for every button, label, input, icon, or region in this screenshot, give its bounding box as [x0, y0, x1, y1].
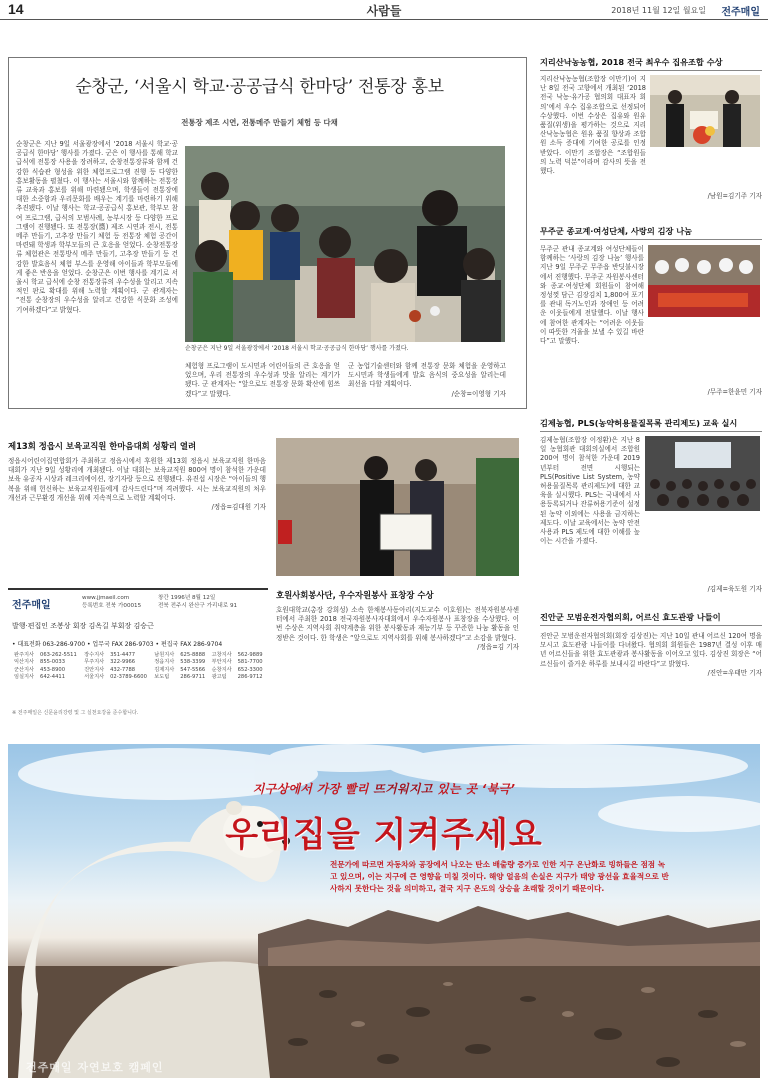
divider — [540, 625, 762, 626]
ad-subline-pre: 지구상에서 가장 빨리 — [252, 782, 374, 796]
paper-name: 전주매일 — [721, 7, 760, 18]
bureau-cell: 순창지사 — [211, 666, 232, 673]
feature-body-col2: 체험형 프로그램이 도시민과 어린이들의 큰 호응을 얻었으며, 우리 전통장의 우수성과 맛을 알리는 계기가 됐다. 군 관계자는 “앞으로도 전통장 문화 확산에 힘쓰겠다”고 말했다. — [185, 362, 340, 398]
feature-byline: /순창=이영형 기자 — [451, 389, 506, 398]
bureau-cell: 453-8900 — [40, 666, 65, 673]
bureau-cell: 진안지사 — [84, 666, 105, 673]
side4-body — [540, 632, 762, 720]
feature-photo-caption: 순창군은 지난 9일 서울광장에서 ‘2018 서울시 학교·공공급식 한마당’ 행사를 가졌다. — [185, 345, 409, 352]
ad-headline: 우리집을 지켜주세요 — [225, 815, 543, 855]
bureau-cell: 고창지사 — [211, 652, 232, 658]
masthead-url[interactable]: www.jjmaeil.com — [82, 595, 130, 601]
side3-byline-wrap — [540, 585, 762, 595]
bureau-cell: 322-9966 — [110, 659, 136, 666]
section-title: 사람들 — [366, 4, 402, 18]
award-ceremony-photo — [650, 75, 760, 147]
masthead-address: 전북 전주시 완산구 가리내로 91 — [158, 603, 238, 609]
divider — [540, 70, 762, 71]
story2-body — [8, 457, 266, 577]
story3-body — [276, 606, 519, 718]
page-header — [0, 0, 768, 20]
masthead-publisher: 발행·편집인 조봉상 회장 김옥길 부회장 김승근 — [12, 622, 154, 630]
lecture-hall-photo — [645, 436, 760, 511]
bureau-cell: 광고팀 — [211, 673, 227, 680]
bureau-cell: 538-3399 — [180, 659, 206, 666]
side4-byline: /진안=우태만 기자 — [707, 668, 762, 677]
award-presentation-photo — [276, 438, 519, 576]
masthead-registration: 등록번호 전북 가00015 — [82, 603, 142, 609]
bureau-cell: 02-3789-6600 — [110, 673, 147, 680]
ad-subline-post: 있는 곳 ‘북극’ — [432, 782, 516, 796]
side3-byline: /김제=육도원 기자 — [707, 585, 762, 593]
bureau-cell: 286-9712 — [237, 673, 263, 680]
story3-byline: /정읍=김 기자 — [477, 642, 519, 651]
bureau-row — [12, 659, 267, 666]
bureau-cell: 남원지사 — [154, 652, 175, 658]
masthead-founded: 창간 1996년 8월 12일 — [158, 595, 216, 601]
feature-body-col3-text: 군 농업기술센터와 함께 전통장 문화 체험을 운영하고 도시민과 학생들에게 발효 음식의 중요성을 알리는데 최선을 다할 계획이다. — [348, 362, 506, 389]
feature-body-col1: 순창군은 지난 9일 서울광장에서 ‘2018 서울시 학교·공공급식 한마당’ 행사를 가졌다. 군은 이 행사를 통해 학교 급식에 전통장 사용을 장려하고, 순창전통장류와 함께 건강한 식습관 형성을 위한 체험프로그램 진행 등 다양한 홍보활동을 펼쳤다. 이 행사는 서울시와 함께하는 전통장류 교육과 홍보를 위해 마련됐으며, 학생들이 전통장에 대한 소중함과 우리문화를 배우는 계기를 마련하기 위해 추진됐다. 이날 행사는 학교·공공급식 홍보관, 학부모 참여 프로그램, 급식의 모범사례, 농부시장 등 다양한 프로그램이 진행됐다. 또 전통장(醬) 제조 시연과 전시, 전통메주 만들기, 고추장 만들기 체험 등 전통장 체험 공간이 마련돼 학생과 학부모들의 큰 호응을 얻었다. 순창전통장류 체험관은 전통방식 메주 만들기, 고추장 만들기 등 건강한 발효음식 체험 부스를 운영해 아이들과 학부모들에게 좋은 반응을 얻었다. 순창군은 이번 행사를 계기로 서울시 학교 급식에 순창 전통장류의 우수성을 알리고 지속적인 판로 확대를 위해 노력할 계획이다. 군 관계자는 “전통 순창장의 우수성을 알리고 건강한 식문화 조성에 기여하겠다”고 밝혔다. — [16, 140, 178, 314]
bureau-cell: 임실지사 — [14, 673, 35, 680]
bureau-row — [12, 667, 267, 674]
divider — [540, 239, 762, 240]
feature-photo — [185, 146, 505, 342]
ad-body: 전문가에 따르면 자동차와 공장에서 나오는 탄소 배출량 증가로 인한 지구 온난화로 빙하들은 점점 녹고 있으며, 이는 지구에 큰 영향을 미칠 것이다. 해양 얼음의 손실은 지구가 태양 광선을 효율적으로 반사하지 못한다는 것을 의미하고, 결국 지구 온도의 상승을 초래할 것이기 때문이다. — [330, 860, 669, 893]
story3-photo — [276, 438, 519, 576]
bureau-cell: 부안지사 — [211, 659, 232, 666]
climate-campaign-ad — [8, 744, 760, 1078]
side4-body-text: 진안군 모범운전자협의회(회장 김상진)는 지난 10일 관내 어르신 120여 명을 모시고 효도관광 나들이를 다녀왔다. 협의회 회원들은 1987년 결성 이후 매년 어르신들을 위한 효도관광과 봉사활동을 이어오고 있다. 김상진 회장은 “어르신들이 즐거운 하루를 보내시길 바란다”고 밝혔다. — [540, 632, 762, 668]
bureau-cell: 351-4477 — [110, 652, 136, 658]
ad-subheadline — [8, 780, 760, 797]
bureau-cell: 군산지사 — [14, 666, 35, 673]
bureau-cell: 완주지사 — [14, 652, 35, 658]
bureau-cell: 625-8888 — [180, 652, 206, 658]
bureau-cell: 547-5566 — [180, 666, 206, 673]
bureau-cell: 무주지사 — [84, 659, 105, 666]
story2-byline: /정읍=김대원 기자 — [211, 503, 266, 512]
masthead-footer: ※ 전주매일은 신문윤리강령 및 그 실천요강을 준수합니다. — [12, 710, 139, 716]
page-number: 14 — [8, 1, 24, 17]
side1-byline: /남원=김기주 기자 — [707, 192, 762, 200]
side3-headline: 김제농협, PLS(농약허용물질목록 관리제도) 교육 실시 — [540, 418, 738, 428]
bureau-cell: 김제지사 — [154, 666, 175, 673]
side1-photo — [650, 75, 760, 147]
feature-headline: 순창군, ‘서울시 학교·공공급식 한마당’ 전통장 홍보 — [75, 77, 444, 97]
bureau-cell: 286-9711 — [180, 673, 206, 680]
ad-credit: 전주매일 자연보호 캠페인 — [26, 1061, 164, 1074]
side2-photo — [648, 245, 760, 317]
students-craft-scene — [185, 146, 505, 342]
side1-body-text: 지리산낙농농협(조합장 이만기)이 지난 8일 전국 고향에서 개최된 ‘2018 전국 낙농·유가공 협의회 대표자 회의’에서 우수 집유조합으로 선정되어 수상했다. 이번 수상은 집유와 원유 품질(위생)을 평가하는 것으로 지리산낙농농협은 원유 품질 향상과 조합원 소득 증대에 기여한 공로를 인정받았다. 이만기 조합장은 “조합원들의 노력 덕분”이라며 감사의 뜻을 전했다. — [540, 75, 646, 176]
side2-body — [540, 245, 644, 397]
bureau-cell: 652-3300 — [237, 666, 263, 673]
story2-headline: 제13회 정읍시 보육교직원 한마음대회 성황리 열려 — [8, 441, 197, 451]
bureau-cell: 장수지사 — [84, 652, 105, 658]
masthead-box — [8, 588, 268, 718]
side2-byline: /무주=한윤민 기자 — [707, 388, 762, 396]
bureau-cell: 642-4411 — [40, 673, 65, 680]
bureau-table — [12, 652, 267, 681]
side2-headline: 무주군 종교계·여성단체, 사랑의 김장 나눔 — [540, 226, 693, 236]
bureau-cell: 562-9889 — [237, 652, 263, 658]
bureau-cell: 익산지사 — [14, 659, 35, 666]
divider — [540, 431, 762, 432]
side1-body — [540, 75, 646, 176]
ad-subline-highlight: 뜨거워지고 — [373, 782, 433, 796]
masthead-logo: 전주매일 — [12, 600, 51, 611]
bureau-cell: 581-7700 — [237, 659, 263, 666]
bureau-cell: 보도팀 — [154, 673, 170, 680]
bureau-cell: 063-262-5511 — [40, 652, 77, 658]
story2-body-text: 정읍시어린이집연합회가 주최하고 정읍시에서 후원한 제13회 정읍시 보육교직원 한마음대회가 지난 9일 성황리에 개최됐다. 이날 대회는 보육교직원 800여 명이 참석한 가운데 보육 유공자 시상과 레크리에이션, 장기자랑 등으로 진행됐다. 유진섭 시장은 “아이들의 행복을 위해 헌신하는 보육교직원들에게 감사드린다”며 격려했다. 시는 보육교직원의 처우 개선과 근무환경 개선을 위해 지속적으로 노력할 계획이다. — [8, 457, 266, 502]
side1-headline: 지리산낙농농협, 2018 전국 최우수 집유조합 수상 — [540, 57, 723, 67]
story3-headline: 호원사회봉사단, 우수자원봉사 표창장 수상 — [276, 590, 434, 600]
side4-headline: 진안군 모범운전자협의회, 어르신 효도관광 나들이 — [540, 612, 721, 622]
story3-body-text: 호원대학교(총장 강희성) 소속 한채봉사동아리(지도교수 이호원)는 전북자원봉사센터에서 주최한 2018 전국자원봉사자대회에서 우수자원봉사 표창장을 수상했다. 이번 수상은 지역사회 취약계층을 위한 봉사활동과 재능기부 등 꾸준한 나눔 활동을 인정받은 것이다. 한 학생은 “앞으로도 지역사회를 위해 봉사하겠다”고 소감을 밝혔다. — [276, 606, 519, 642]
issue-date: 2018년 11월 12일 월요일 — [611, 6, 706, 15]
side3-body-text: 김제농협(조합장 이정환)은 지난 8일 농협회관 대회의실에서 조합원 200여 명이 참석한 가운데 2019년부터 전면 시행되는 PLS(Positive List System, 농약허용물질목록 관리제도)에 대한 교육을 실시했다. PLS는 국내에서 사용등록되거나 잔류허용기준이 설정된 농약 이외에는 사용을 금지하는 제도다. 이날 교육에서는 농약 안전사용과 PLS 제도에 대한 이해를 높이는 시간을 가졌다. — [540, 436, 640, 546]
kimchi-sharing-photo — [648, 245, 760, 317]
bureau-cell: 정읍지사 — [154, 659, 175, 666]
side3-body — [540, 436, 640, 586]
masthead-phones: • 대표전화 063-286-9700 • 업무국 FAX 286-9703 • 편집국 FAX 286-9704 — [12, 641, 223, 648]
bureau-cell: 432-7788 — [110, 666, 136, 673]
side1-body-cont — [540, 150, 762, 202]
bureau-cell: 서울지사 — [84, 673, 105, 680]
bureau-cell: 855-0033 — [40, 659, 65, 666]
side2-body-text: 무주군 관내 종교계와 여성단체들이 함께하는 ‘사랑의 김장 나눔’ 행사를 지난 9일 무주군 무주읍 반딧불시장에서 진행했다. 무주군 자원봉사센터와 종교·여성단체 회원들이 참여해 정성껏 담근 김장김치 1,800여 포기를 관내 독거노인과 장애인 등 어려운 이웃들에게 전달했다. 이날 행사에 참여한 관계자는 “어려운 이웃들이 따뜻한 겨울을 보낼 수 있길 바란다”고 말했다. — [540, 245, 644, 346]
bureau-row — [12, 674, 267, 681]
feature-body-col3 — [348, 362, 506, 406]
side3-photo — [645, 436, 760, 511]
feature-subheadline: 전통장 제조 시연, 전통메주 만들기 체험 등 다채 — [181, 118, 338, 127]
side2-byline-wrap — [540, 388, 762, 398]
